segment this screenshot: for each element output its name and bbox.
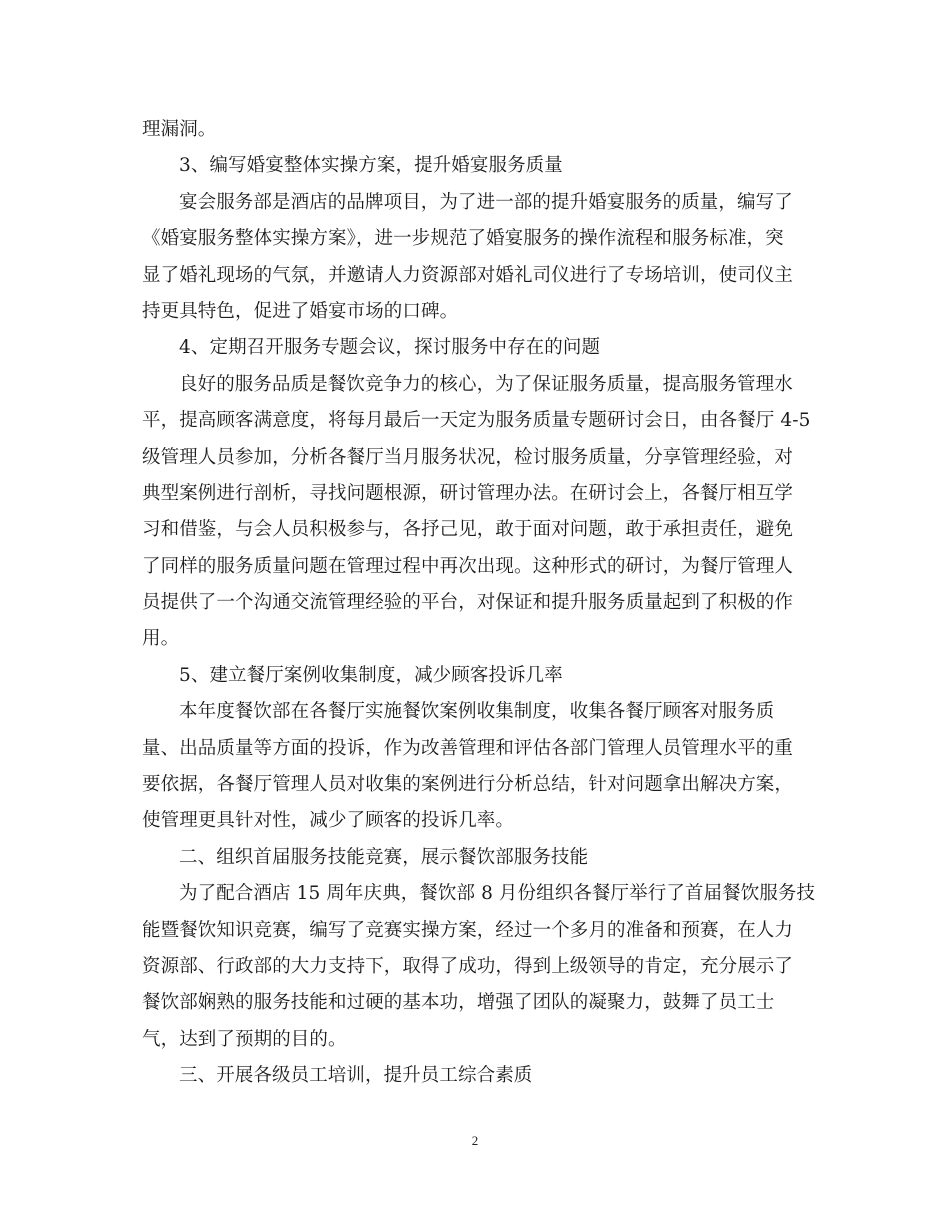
- text-line: 能暨餐饮知识竞赛，编写了竞赛实操方案，经过一个多月的准备和预赛，在人力: [142, 919, 794, 941]
- text-line: 为了配合酒店 15 周年庆典，餐饮部 8 月份组织各餐厅举行了首届餐饮服务技: [179, 883, 816, 905]
- text-line: 《婚宴服务整体实操方案》，进一步规范了婚宴服务的操作流程和服务标准，突: [142, 228, 784, 250]
- text-line: 4、定期召开服务专题会议，探讨服务中存在的问题: [179, 337, 601, 359]
- text-line: 良好的服务品质是餐饮竞争力的核心，为了保证服务质量，提高服务管理水: [179, 373, 793, 395]
- text-line: 员提供了一个沟通交流管理经验的平台，对保证和提升服务质量起到了积极的作: [142, 592, 794, 614]
- text-line: 了同样的服务质量问题在管理过程中再次出现。这种形式的研讨，为餐厅管理人: [142, 555, 794, 577]
- text-line: 本年度餐饮部在各餐厅实施餐饮案例收集制度，收集各餐厅顾客对服务质: [179, 701, 775, 723]
- text-line: 量、出品质量等方面的投诉，作为改善管理和评估各部门管理人员管理水平的重: [142, 737, 794, 759]
- document-body: [142, 112, 816, 1095]
- text-line: 二、组织首届服务技能竞赛，展示餐饮部服务技能: [179, 846, 589, 868]
- text-line: 气，达到了预期的目的。: [142, 1028, 347, 1050]
- text-line: 三、开展各级员工培训，提升员工综合素质: [179, 1065, 533, 1087]
- page-number: 2: [471, 1133, 479, 1148]
- text-line: 级管理人员参加，分析各餐厅当月服务状况，检讨服务质量，分享管理经验，对: [142, 446, 794, 468]
- text-line: 5、建立餐厅案例收集制度，减少顾客投诉几率: [179, 664, 563, 686]
- text-line: 持更具特色，促进了婚宴市场的口碑。: [142, 300, 459, 322]
- text-line: 使管理更具针对性，减少了顾客的投诉几率。: [142, 810, 515, 832]
- text-line: 理漏洞。: [142, 119, 217, 140]
- text-line: 习和借鉴，与会人员积极参与，各抒己见，敢于面对问题，敢于承担责任，避免: [142, 519, 794, 541]
- text-line: 平，提高顾客满意度，将每月最后一天定为服务质量专题研讨会日，由各餐厅 4-5: [142, 410, 811, 432]
- text-line: 餐饮部娴熟的服务技能和过硬的基本功，增强了团队的凝聚力，鼓舞了员工士: [142, 992, 775, 1014]
- text-line: 用。: [142, 628, 180, 650]
- text-line: 宴会服务部是酒店的品牌项目，为了进一部的提升婚宴服务的质量，编写了: [179, 191, 793, 213]
- text-line: 资源部、行政部的大力支持下，取得了成功，得到上级领导的肯定，充分展示了: [142, 955, 794, 977]
- text-line: 要依据，各餐厅管理人员对收集的案例进行分析总结，针对问题拿出解决方案，: [142, 774, 794, 796]
- text-line: 显了婚礼现场的气氛，并邀请人力资源部对婚礼司仪进行了专场培训，使司仪主: [142, 264, 794, 286]
- text-line: 典型案例进行剖析，寻找问题根源，研讨管理办法。在研讨会上，各餐厅相互学: [142, 482, 794, 504]
- text-line: 3、编写婚宴整体实操方案，提升婚宴服务质量: [179, 155, 563, 177]
